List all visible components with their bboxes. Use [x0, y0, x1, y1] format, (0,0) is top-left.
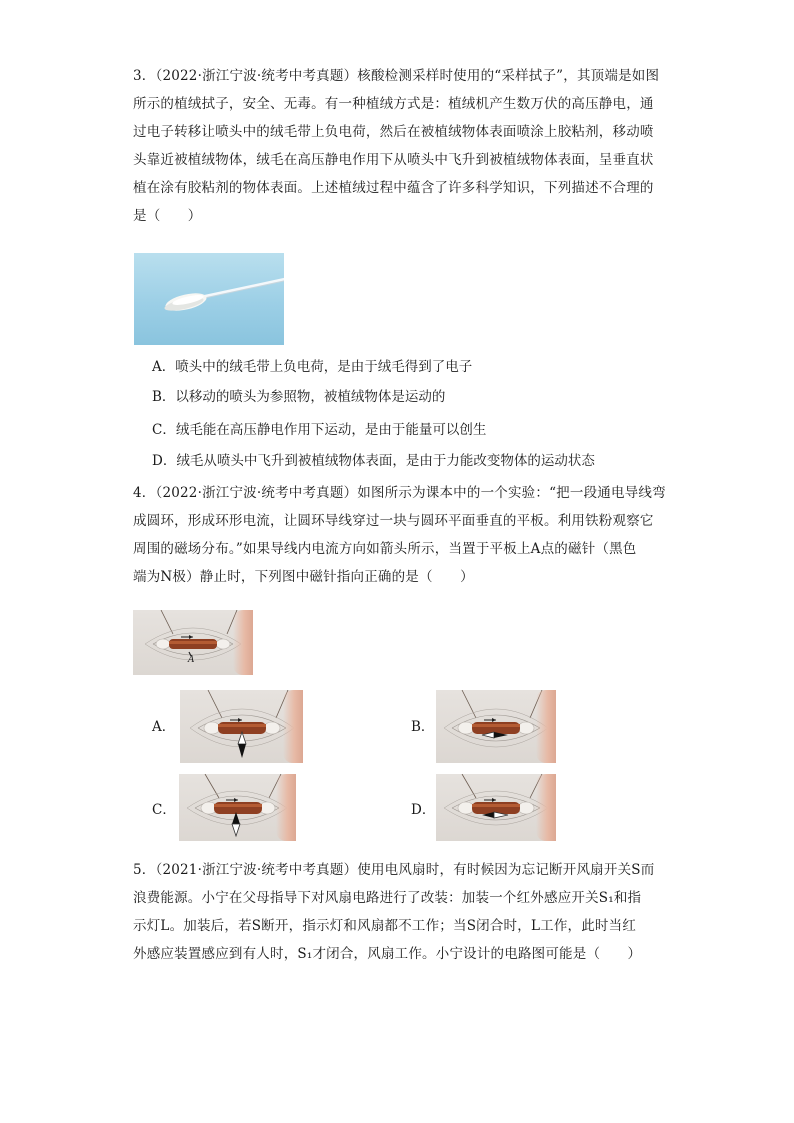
question-5-line: 5．（2021·浙江宁波·统考中考真题）使用电风扇时，有时候因为忘记断开风扇开关S而: [133, 862, 655, 878]
swab-illustration: [134, 253, 284, 345]
q3-option-b: B．以移动的喷头为参照物，被植绒物体是运动的: [152, 389, 446, 405]
question-4-line: 成圆环，形成环形电流，让圆环导线穿过一块与圆环平面垂直的平板。利用铁粉观察它: [133, 513, 654, 529]
question-3-line: 过电子转移让喷头中的绒毛带上负电荷，然后在被植绒物体表面喷涂上胶粘剂，移动喷: [133, 124, 654, 140]
question-3-line: 植在涂有胶粘剂的物体表面。上述植绒过程中蕴含了许多科学知识，下列描述不合理的: [133, 180, 654, 196]
question-4-stem: [133, 479, 669, 591]
question-5-line: 外感应装置感应到有人时，S₁才闭合，风扇工作。小宁设计的电路图可能是（ ）: [133, 946, 642, 962]
swab-photo: [134, 253, 284, 345]
question-3-stem: [133, 62, 669, 230]
q3-option-a: A．喷头中的绒毛带上负电荷，是由于绒毛得到了电子: [152, 359, 473, 375]
experiment-photo: [133, 610, 253, 675]
finger-shadow: [536, 774, 556, 841]
question-4-line: 周围的磁场分布。”如果导线内电流方向如箭头所示，当置于平板上A点的磁针（黑色: [133, 541, 637, 557]
question-3-line: 头靠近被植绒物体，绒毛在高压静电作用下从喷头中飞升到被植绒物体表面，呈垂直状: [133, 152, 654, 168]
finger-shadow: [276, 774, 296, 841]
q4-option-d-label[interactable]: D．: [411, 802, 436, 818]
question-3-line: 3．（2022·浙江宁波·统考中考真题）核酸检测采样时使用的“采样拭子”，其顶端是如图: [133, 68, 660, 84]
q3-option-d: D．绒毛从喷头中飞升到被植绒物体表面，是由于力能改变物体的运动状态: [152, 453, 595, 469]
finger-shadow: [283, 690, 303, 763]
q4-option-a-photo[interactable]: [180, 690, 303, 763]
question-5-line: 示灯L。加装后，若S断开，指示灯和风扇都不工作；当S闭合时，L工作，此时当红: [133, 918, 637, 934]
question-5-stem: [133, 856, 669, 968]
q4-option-c-photo[interactable]: [179, 774, 296, 841]
question-5-line: 浪费能源。小宁在父母指导下对风扇电路进行了改装：加装一个红外感应开关S₁和指: [133, 890, 642, 906]
q3-option-c: C．绒毛能在高压静电作用下运动，是由于能量可以创生: [152, 422, 487, 438]
q4-option-b-label[interactable]: B．: [411, 719, 435, 735]
finger-shadow: [536, 690, 556, 763]
question-4-line: 4．（2022·浙江宁波·统考中考真题）如图所示为课本中的一个实验：“把一段通电导线弯: [133, 485, 666, 501]
q4-option-d-photo[interactable]: [436, 774, 556, 841]
question-3-line: 所示的植绒拭子，安全、无毒。有一种植绒方式是：植绒机产生数万伏的高压静电，通: [133, 96, 654, 112]
question-4-line: 端为N极）静止时，下列图中磁针指向正确的是（ ）: [133, 569, 474, 585]
finger-shadow: [233, 610, 253, 675]
question-3-line: 是（ ）: [133, 208, 202, 224]
q4-option-a-label[interactable]: A．: [152, 719, 176, 735]
q4-option-b-photo[interactable]: [436, 690, 556, 763]
q4-option-c-label[interactable]: C．: [152, 802, 176, 818]
point-a-label: A: [188, 655, 195, 665]
